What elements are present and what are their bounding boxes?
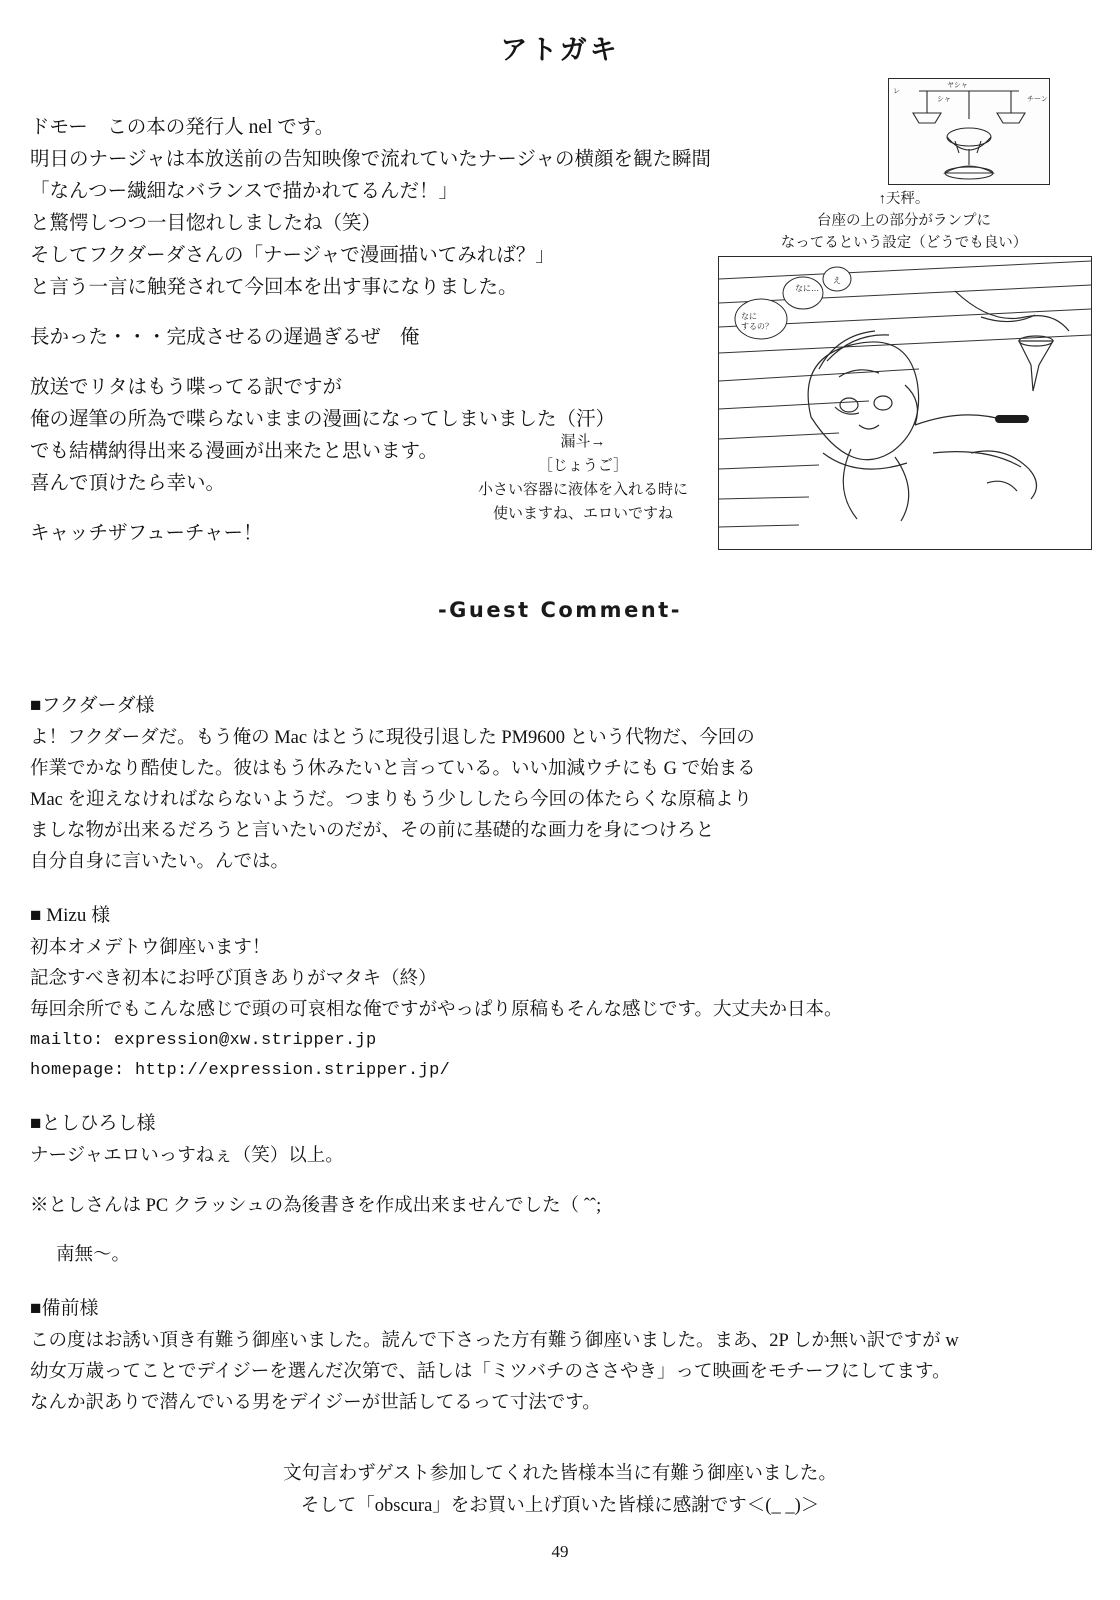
guest-line: 毎回余所でもこんな感じで頭の可哀相な俺ですがやっぱり原稿もそんな感じです。大丈夫か日本。: [30, 1000, 843, 1020]
guest-line: Mac を迎えなければならないようだ。つまりもう少ししたら今回の体たらくな原稿より: [30, 790, 753, 810]
bubble-text: え: [833, 276, 841, 285]
spacer: [30, 304, 720, 322]
intro-line: 明日のナージャは本放送前の告知映像で流れていたナージャの横顔を観た瞬間: [30, 149, 711, 170]
page-title: アトガキ: [500, 35, 620, 66]
guest-line: 作業でかなり酷使した。彼はもう休みたいと言っている。いい加減ウチにも G で始まる: [30, 759, 756, 779]
sfx-text: チーン: [1027, 95, 1048, 103]
guest-line: ナージャエロいっすねぇ（笑）以上。: [30, 1146, 344, 1166]
note-line: 南無〜。: [56, 1245, 131, 1265]
guest-body: [30, 1326, 1090, 1419]
illustration-area: [477, 78, 1090, 548]
sfx-text: レ: [893, 87, 900, 95]
guest-comments: [30, 690, 1090, 1441]
guest-entry: [30, 1293, 1090, 1419]
guest-body: [30, 933, 1090, 1086]
intro-line: ドモー この本の発行人 nel です。: [30, 117, 335, 138]
guest-line: 自分自身に言いたい。んでは。: [30, 852, 290, 872]
caption-line: 小さい容器に液体を入れる時に: [477, 482, 688, 498]
funnel-caption: [448, 430, 718, 526]
bubble-text: なに…: [795, 284, 819, 293]
guest-note: [30, 1191, 1090, 1272]
caption-line: ［じょうご］: [537, 458, 629, 474]
caption-line: ↑天秤。: [878, 191, 930, 207]
intro-line: 放送でリタはもう喋ってる訳ですが: [30, 377, 343, 398]
bubble-text: するの？: [741, 322, 773, 331]
sfx-text: ヤシャ: [947, 81, 968, 89]
intro-line: と驚愕しつつ一目惚れしましたね（笑）: [30, 213, 382, 234]
guest-line: よ！フクダーダだ。もう俺の Mac はとうに現役引退した PM9600 という代物だ、今回の: [30, 728, 755, 748]
caption-line: 台座の上の部分がランプに: [817, 213, 991, 229]
spacer: [30, 354, 720, 372]
intro-line: でも結構納得出来る漫画が出来たと思います。: [30, 441, 438, 462]
sfx-text: シャ: [937, 95, 951, 103]
guest-line: 記念すべき初本にお呼び頂きありがマタキ（終）: [30, 969, 437, 989]
caption-line: 漏斗→: [560, 434, 606, 450]
guest-line: 初本オメデトウ御座います！: [30, 938, 271, 958]
guest-body: [30, 723, 1090, 878]
guest-entry: [30, 690, 1090, 878]
intro-line: 喜んで頂けたら幸い。: [30, 473, 226, 494]
note-line: ※としさんは PC クラッシュの為後書きを作成出来ませんでした（ ˆˆ;: [30, 1195, 602, 1216]
intro-line: 「なんつー繊細なバランスで描かれてるんだ！」: [30, 181, 459, 202]
guest-homepage: homepage: http://expression.stripper.jp/: [30, 1061, 451, 1080]
intro-line-b: 長かった・・・完成させるの遅過ぎるぜ 俺: [30, 327, 420, 348]
caption-line: 使いますね、エロいですね: [492, 506, 673, 522]
guest-mailto: mailto: expression@xw.stripper.jp: [30, 1031, 377, 1050]
guest-entry: [30, 900, 1090, 1086]
closing-message: [0, 1458, 1120, 1522]
closing-line: 文句言わずゲスト参加してくれた皆様本当に有難う御座いました。: [283, 1464, 837, 1484]
caption-line: なってるという設定（どうでも良い）: [780, 235, 1028, 251]
guest-name: ■備前様: [30, 1298, 99, 1319]
intro-line: と言う一言に触発されて今回本を出す事になりました。: [30, 277, 518, 298]
guest-body: [30, 1141, 1090, 1172]
guest-line: なんか訳ありで潜んでいる男をデイジーが世話してるって寸法です。: [30, 1393, 601, 1413]
closing-line: そして「obscura」をお買い上げ頂いた皆様に感謝です＜(_ _)＞: [300, 1496, 820, 1516]
page-number: 49: [551, 1542, 569, 1561]
balance-scale-illustration: [888, 78, 1050, 185]
guest-name: ■フクダーダ様: [30, 695, 155, 716]
guest-name: ■としひろし様: [30, 1113, 156, 1134]
guest-line: 幼女万歳ってことでデイジーを選んだ次第で、話しは「ミツバチのささやき」って映画をモチーフにしてます。: [30, 1362, 951, 1382]
manga-panel-illustration: [718, 256, 1092, 550]
guest-name: ■ Mizu 様: [30, 905, 111, 926]
guest-line: ましな物が出来るだろうと言いたいのだが、その前に基礎的な画力を身につけろと: [30, 821, 715, 841]
guest-line: この度はお誘い頂き有難う御座いました。読んで下さった方有難う御座いました。まあ、2P しか無い訳ですが w: [30, 1331, 959, 1351]
intro-line: そしてフクダーダさんの「ナージャで漫画描いてみれば？」: [30, 245, 555, 266]
bubble-text: なに: [741, 312, 757, 321]
intro-line-d: キャッチザフューチャー！: [30, 523, 263, 544]
intro-line: 俺の遅筆の所為で喋らないままの漫画になってしまいました（汗）: [30, 409, 616, 430]
balance-scale-caption: [718, 188, 1090, 254]
guest-entry: [30, 1108, 1090, 1271]
guest-comment-heading: -Guest Comment-: [437, 598, 683, 622]
